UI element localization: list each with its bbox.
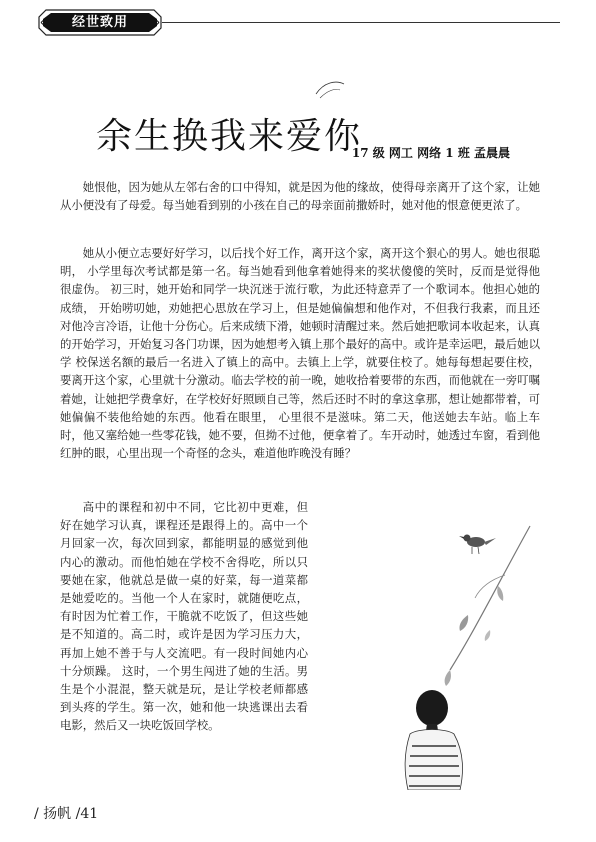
paragraph-2: 她从小便立志要好好学习，以后找个好工作，离开这个家，离开这个狠心的男人。她也很聪明， 小学里每次考试都是第一名。每当她看到他拿着她得来的奖状傻傻的笑时，反而是觉得他很虚伪。 初三时，她开始和同学一块沉迷于流行歌，为此还特意弄了一个歌词本。他担心她的成绩， 开始唠叨她，劝她把心思放在学习上，但是她偏偏想和他作对，不但我行我素，而且还对他冷言冷语，让他十分伤心。后来成绩下滑，她顿时清醒过来。然后她把歌词本收起来，认真的开始学习，开始复习各门功课，因为她想考入镇上那个最好的高中。或许是幸运吧，最后她以学 校保送名额的最后一名进入了镇上的高中。去镇上上学，就要住校了。她每每想起要住校，要离开这个家，心里就十分激动。临去学校的前一晚，她收拾着要带的东西，而他就在一旁叮嘱着她，让她把学费拿好，在学校好好照顾自己等，然后还时不时的拿这拿那，想让她都带着，可她偏偏不装他给她的东西。他看在眼里， 心里很不是滋味。第二天，他送她去车站。临上车时，他又塞给她一些零花钱，她不要，但拗不过他，便拿着了。车开动时，她透过车窗，看到他红肿的眼，心里出现一个奇怪的念头，难道他昨晚没有睡？ — [60, 246, 540, 461]
author-byline: 17 级 网工 网络 1 班 孟晨晨 — [351, 146, 510, 160]
header-rule — [162, 22, 560, 23]
paragraph-3: 高中的课程和初中不同，它比初中更难，但好在她学习认真，课程还是跟得上的。高中一个月回家一次，每次回到家，都能明显的感觉到他内心的激动。而他怕她在学校不舍得吃，所以只要她在家，他就总是做一桌的好菜，每一道菜都是她爱吃的。当他一个人在家时，就随便吃点， 有时因为忙着工作，干脆就不吃饭了，但这些她是不知道的。高二时，或许是因为学习压力大，再加上她不善于与人交流吧。有一段时间她内心十分烦躁。 这时，一个男生闯进了她的生活。男生是个小混混，整天就是玩，是让学校老师都感到头疼的学生。第一次，她和他一块逃课出去看电影，然后又一块吃饭回学校。 — [60, 500, 308, 733]
bird-icon — [459, 535, 496, 555]
girl-icon — [405, 690, 462, 790]
pen-flourish-icon — [310, 76, 350, 106]
paragraph-1: 她恨他，因为她从左邻右舍的口中得知，就是因为他的缘故，使得母亲离开了这个家，让她从小便没有了母爱。每当她看到别的小孩在自己的母亲面前撒娇时，她对他的恨意便更浓了。 — [60, 180, 540, 213]
branch-icon — [450, 526, 530, 670]
girl-and-bird-illustration — [380, 520, 550, 790]
page-footer: / 扬帆 /41 — [34, 806, 99, 822]
column-badge — [38, 9, 162, 36]
article-title: 余生换我来爱你 — [96, 116, 363, 158]
column-name: 经世致用 — [71, 15, 128, 30]
